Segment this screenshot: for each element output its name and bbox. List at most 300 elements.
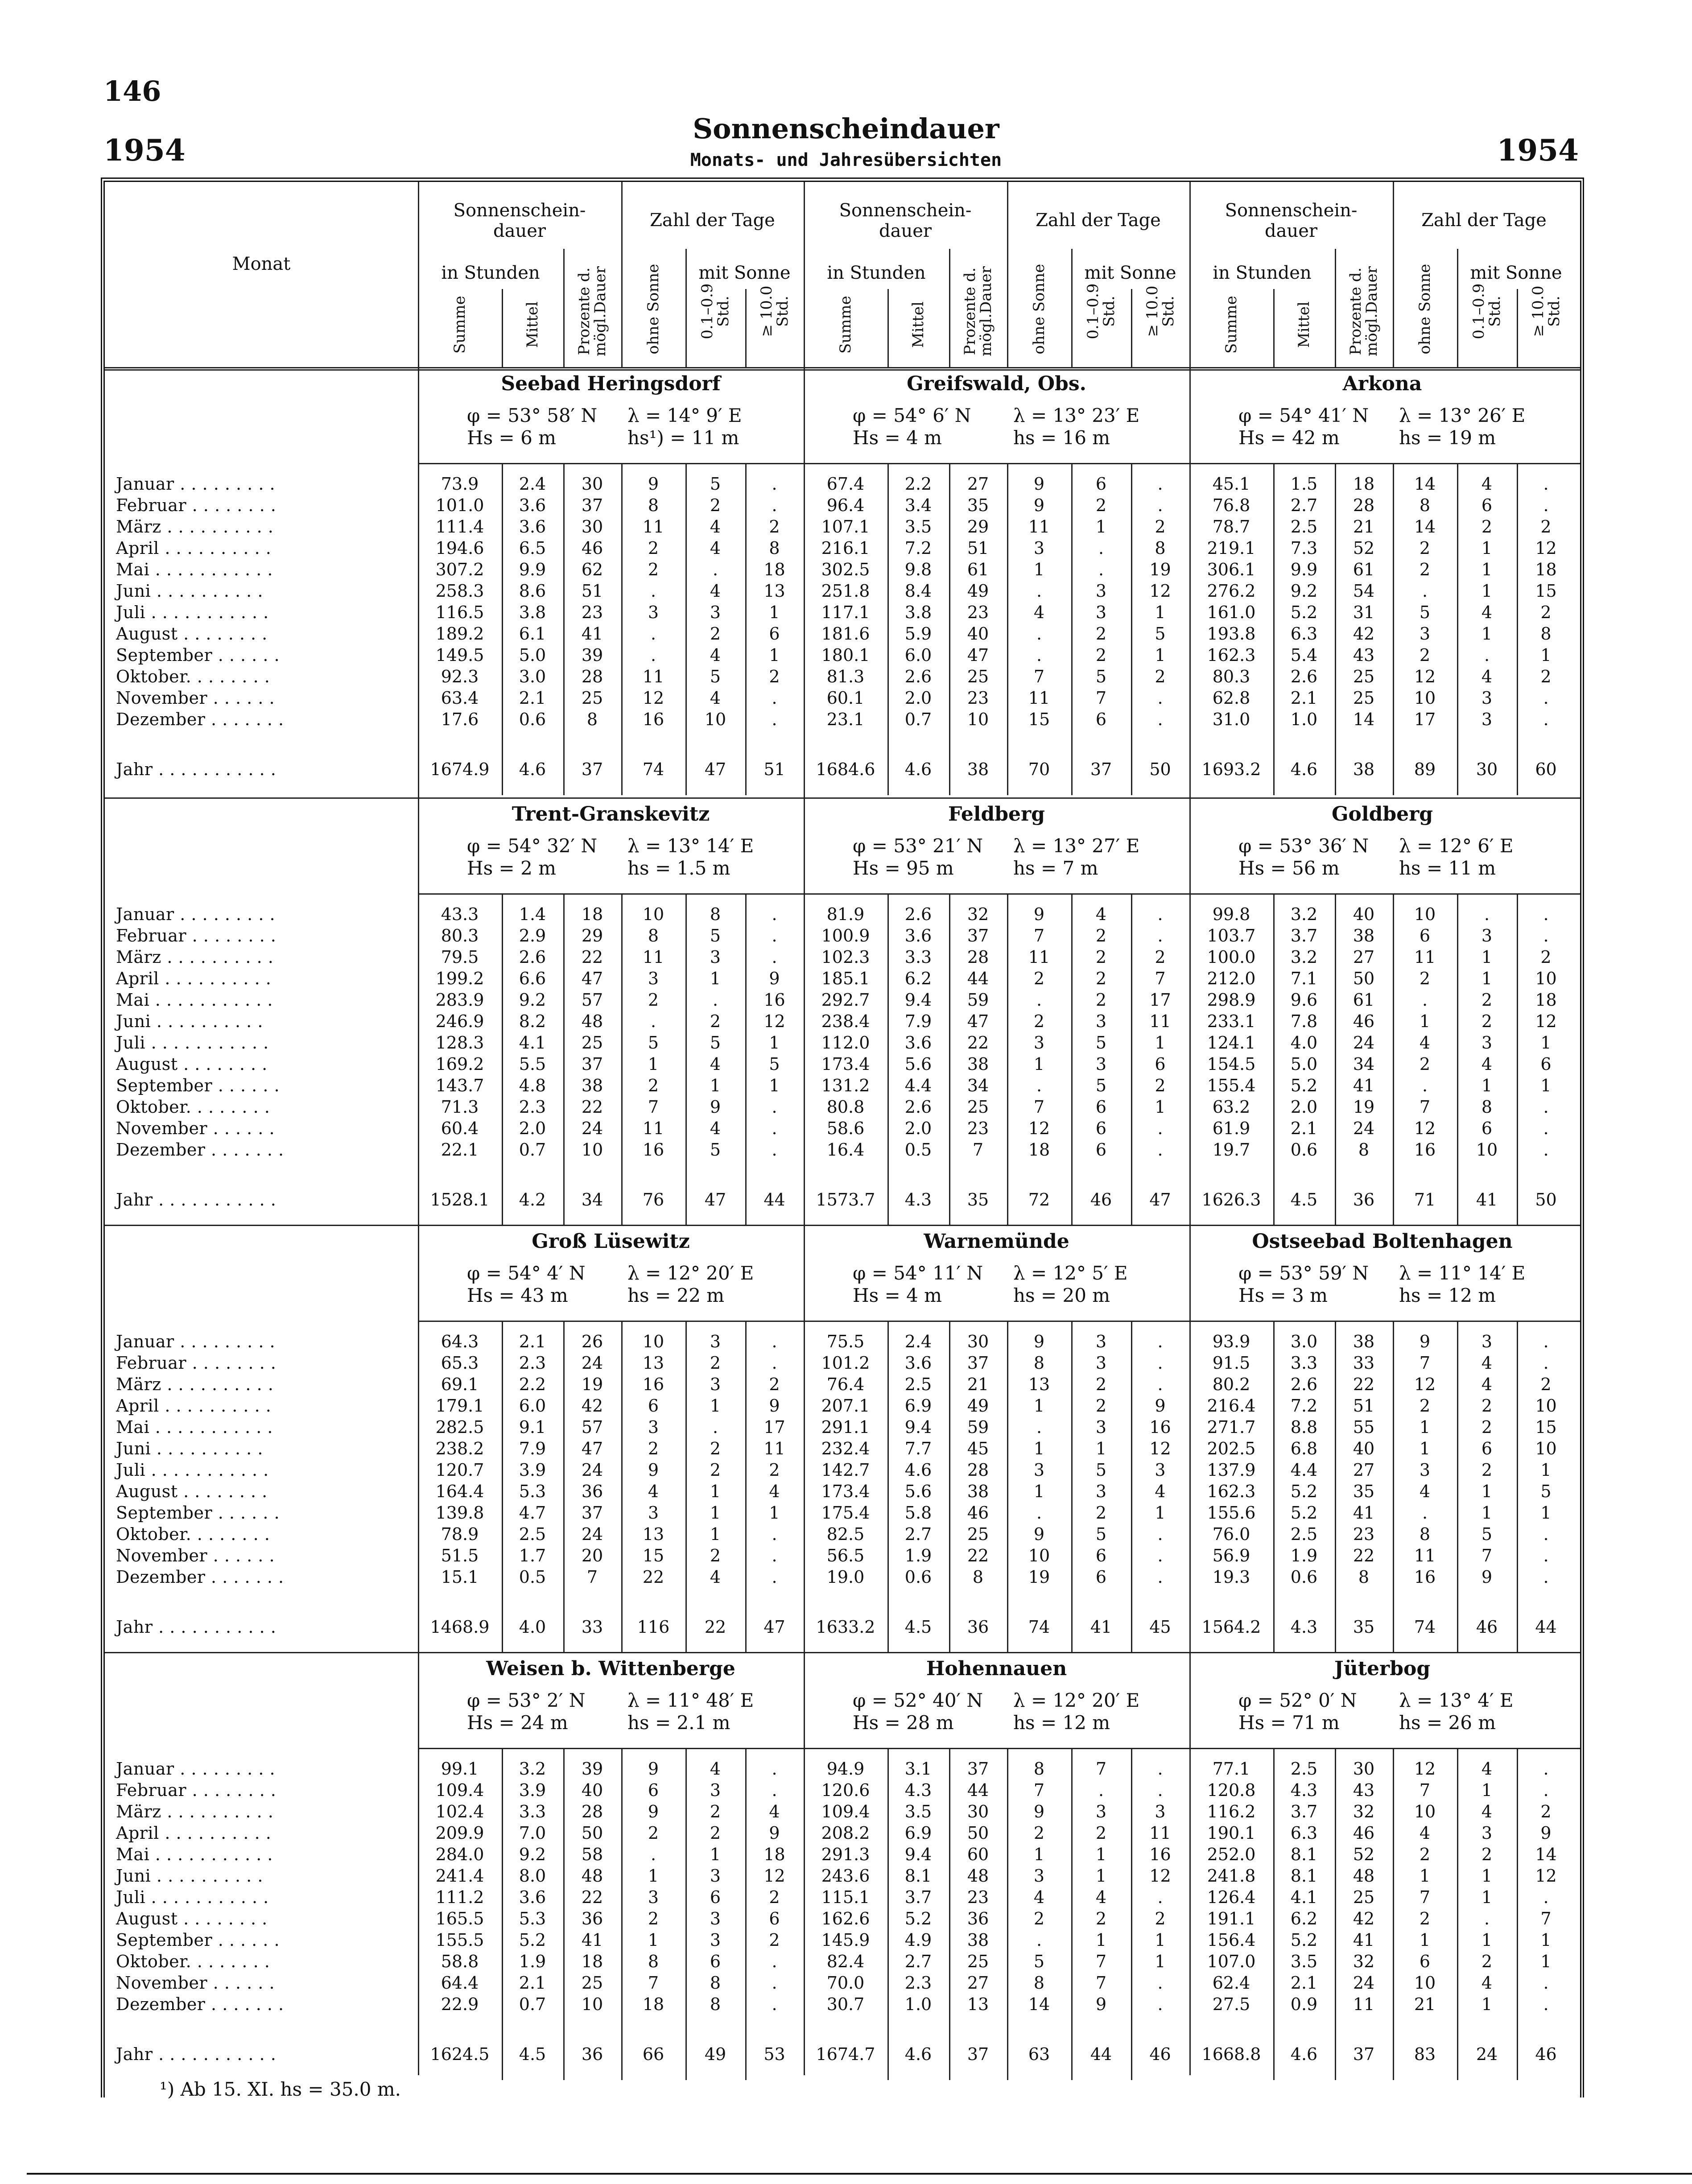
table-cell: 2.7 (1290, 495, 1318, 515)
table-cell: 2 (1155, 667, 1166, 686)
table-cell: 5 (1095, 1524, 1107, 1544)
table-cell: 5.2 (1290, 1930, 1318, 1950)
table-cell: 16 (642, 1140, 664, 1160)
table-cell: 4.6 (904, 1460, 932, 1480)
rotated-header: Std. (714, 296, 732, 327)
table-cell: 23 (581, 603, 603, 622)
table-cell: 99.8 (1212, 904, 1250, 924)
table-cell: 9 (769, 1823, 780, 1843)
table-cell: 76.8 (1212, 495, 1250, 515)
table-cell: 58.8 (441, 1952, 479, 1971)
table-cell: 1 (1419, 1866, 1431, 1886)
table-cell: 2 (1481, 990, 1493, 1010)
table-cell: 39 (581, 645, 603, 665)
table-cell: 50 (967, 1823, 989, 1843)
station-longitude: λ = 11° 48′ E (627, 1689, 754, 1711)
table-cell: 77.1 (1212, 1759, 1250, 1779)
table-cell: 9 (1155, 1396, 1166, 1416)
table-cell: 1.9 (1290, 1546, 1318, 1565)
table-cell: 1 (769, 1076, 780, 1095)
table-cell: 60.1 (826, 688, 865, 708)
table-cell: 8 (1481, 1097, 1493, 1117)
table-cell: 8.8 (1290, 1417, 1318, 1437)
table-cell: 23 (967, 603, 989, 622)
table-cell: 31.0 (1212, 710, 1250, 729)
year-total-cell: 74 (1414, 1617, 1436, 1637)
table-cell: 10 (642, 1332, 664, 1351)
table-cell: 9.6 (1290, 990, 1318, 1010)
table-cell: 233.1 (1207, 1011, 1256, 1031)
table-cell: 101.0 (435, 495, 484, 515)
table-cell: 17 (1414, 710, 1436, 729)
table-cell: 7 (1033, 667, 1045, 686)
table-cell: 28 (1353, 495, 1375, 515)
table-cell: 11 (642, 517, 664, 537)
year-total-cell: 1468.9 (430, 1617, 490, 1637)
table-cell: 6 (648, 1396, 659, 1416)
table-cell: . (1543, 926, 1549, 945)
month-label: Mai . . . . . . . . . . . (116, 990, 273, 1010)
table-cell: 18 (1353, 474, 1375, 494)
sunshine-header: Sonnenschein- (453, 200, 586, 221)
month-label: Mai . . . . . . . . . . . (116, 1417, 273, 1437)
year-total-cell: 36 (581, 2044, 603, 2064)
table-cell: . (712, 1417, 718, 1437)
table-cell: . (650, 1011, 656, 1031)
table-cell: . (1157, 1375, 1163, 1394)
days-header: Zahl der Tage (1421, 210, 1547, 231)
table-cell: 1 (1540, 1033, 1552, 1053)
rotated-header: Std. (773, 296, 792, 327)
table-cell: 8.6 (519, 581, 546, 601)
year-total-cell: 47 (1149, 1190, 1171, 1210)
table-cell: 1 (1481, 1076, 1493, 1095)
table-cell: 2.6 (904, 904, 932, 924)
table-cell: 23.1 (826, 710, 865, 729)
table-cell: 2 (710, 1823, 721, 1843)
table-cell: 1.9 (519, 1952, 546, 1971)
table-cell: 7 (1155, 969, 1166, 988)
table-cell: 1 (1155, 1503, 1166, 1523)
header-rule (1131, 289, 1132, 367)
table-cell: 30 (581, 474, 603, 494)
table-cell: 3 (1095, 1417, 1107, 1437)
table-cell: 1 (1033, 1396, 1045, 1416)
table-cell: 2 (710, 1802, 721, 1821)
table-cell: 10 (581, 1994, 603, 2014)
month-label: Dezember . . . . . . . (116, 1994, 284, 2014)
table-cell: 28 (581, 667, 603, 686)
year-total-cell: 4.0 (519, 1617, 546, 1637)
table-cell: 5.4 (1290, 645, 1318, 665)
table-cell: 2.2 (519, 1375, 546, 1394)
month-label: April . . . . . . . . . . (116, 1396, 272, 1416)
table-cell: 17.6 (441, 710, 479, 729)
table-cell: 2.7 (904, 1524, 932, 1544)
table-cell: 3 (1419, 624, 1431, 644)
table-cell: 38 (967, 1930, 989, 1950)
with-sun-header: mit Sonne (1084, 263, 1176, 283)
table-cell: 6 (1095, 1546, 1107, 1565)
table-cell: 10 (1535, 1396, 1557, 1416)
table-cell: 2 (1095, 1375, 1107, 1394)
station-latitude: φ = 54° 32′ N (467, 835, 598, 857)
table-cell: 11 (1149, 1011, 1171, 1031)
table-cell: 241.4 (435, 1866, 484, 1886)
year-total-cell: 46 (1149, 2044, 1171, 2064)
table-cell: 7 (1095, 1759, 1107, 1779)
table-cell: . (772, 1097, 777, 1117)
table-cell: 291.1 (821, 1417, 870, 1437)
table-cell: 22 (581, 947, 603, 967)
table-cell: 6 (1419, 1952, 1431, 1971)
table-cell: 2 (648, 1439, 659, 1458)
table-cell: 4 (1033, 603, 1045, 622)
table-cell: 11 (642, 667, 664, 686)
table-cell: 82.4 (826, 1952, 865, 1971)
table-cell: 32 (1353, 1952, 1375, 1971)
table-cell: . (772, 1332, 777, 1351)
rotated-header: Mittel (909, 301, 927, 348)
station-elevation: Hs = 2 m (467, 857, 556, 879)
table-cell: 2 (1095, 645, 1107, 665)
table-cell: 2 (710, 1353, 721, 1373)
table-cell: 19 (1353, 1097, 1375, 1117)
table-cell: 30 (1353, 1759, 1375, 1779)
table-cell: 11 (1028, 517, 1050, 537)
station-latitude: φ = 54° 11′ N (853, 1262, 983, 1284)
table-cell: 1 (1033, 560, 1045, 579)
table-cell: 9 (648, 1759, 659, 1779)
table-cell: 9.8 (904, 560, 932, 579)
table-cell: . (1036, 1076, 1042, 1095)
table-cell: 193.8 (1207, 624, 1256, 644)
table-cell: 3.0 (519, 667, 546, 686)
table-cell: . (1157, 904, 1163, 924)
table-cell: 4 (1419, 1823, 1431, 1843)
table-cell: 5 (1095, 1460, 1107, 1480)
table-cell: 8.0 (519, 1866, 546, 1886)
table-cell: 5 (1095, 1033, 1107, 1053)
table-cell: 94.9 (826, 1759, 865, 1779)
table-cell: 3 (1095, 1482, 1107, 1501)
table-cell: 7.3 (1290, 538, 1318, 558)
table-cell: 2 (710, 1011, 721, 1031)
table-cell: . (1543, 1119, 1549, 1138)
station-name: Hohennauen (926, 1657, 1067, 1680)
table-cell: 115.1 (821, 1887, 870, 1907)
table-cell: 3.6 (519, 517, 546, 537)
page-title: Sonnenscheindauer (693, 112, 999, 145)
header-rule (1457, 249, 1458, 367)
table-cell: 161.0 (1207, 603, 1256, 622)
table-cell: 6 (1095, 1119, 1107, 1138)
table-cell: 102.4 (435, 1802, 484, 1821)
table-cell: 11 (1414, 947, 1436, 967)
month-label: August . . . . . . . . (116, 1482, 268, 1501)
table-cell: 1 (710, 1396, 721, 1416)
table-cell: 145.9 (821, 1930, 870, 1950)
table-cell: 9 (769, 1396, 780, 1416)
table-cell: 33 (1353, 1353, 1375, 1373)
table-cell: 4.1 (1290, 1887, 1318, 1907)
table-cell: 16 (1149, 1845, 1171, 1864)
table-cell: 24 (581, 1119, 603, 1138)
table-cell: 11 (1414, 1546, 1436, 1565)
year-total-cell: 74 (642, 760, 664, 779)
table-cell: 0.7 (519, 1140, 546, 1160)
year-total-cell: 60 (1535, 760, 1557, 779)
table-cell: 71.3 (441, 1097, 479, 1117)
table-cell: 47 (581, 969, 603, 988)
table-cell: 9 (1033, 1332, 1045, 1351)
table-cell: 6.1 (519, 624, 546, 644)
table-cell: 2.1 (519, 688, 546, 708)
table-cell: . (1484, 1909, 1490, 1928)
table-cell: 162.3 (1207, 645, 1256, 665)
table-cell: 4 (1481, 1375, 1493, 1394)
table-cell: 6.2 (904, 969, 932, 988)
table-cell: 8 (1358, 1567, 1370, 1587)
sensor-height: hs = 16 m (1013, 427, 1110, 449)
table-cell: 2 (1095, 947, 1107, 967)
table-cell: 10 (581, 1140, 603, 1160)
table-cell: 173.4 (821, 1482, 870, 1501)
table-cell: 0.6 (904, 1567, 932, 1587)
table-cell: 25 (1353, 1887, 1375, 1907)
table-cell: 16 (763, 990, 785, 1010)
table-cell: 9 (648, 474, 659, 494)
month-label: Oktober. . . . . . . . (116, 1952, 270, 1971)
rotated-header: 0.1–0.9 (698, 283, 716, 339)
table-cell: 22 (581, 1097, 603, 1117)
table-cell: 9.2 (519, 990, 546, 1010)
table-cell: 6 (1095, 1567, 1107, 1587)
table-cell: 3 (648, 1417, 659, 1437)
year-total-cell: 70 (1028, 760, 1050, 779)
table-cell: 2 (1095, 1396, 1107, 1416)
table-cell: 7 (1095, 688, 1107, 708)
table-cell: 5 (710, 926, 721, 945)
table-cell: 302.5 (821, 560, 870, 579)
table-cell: 23 (967, 1119, 989, 1138)
table-cell: 4 (710, 1119, 721, 1138)
table-cell: 3 (710, 947, 721, 967)
table-cell: 243.6 (821, 1866, 870, 1886)
table-cell: 6 (1481, 495, 1493, 515)
table-cell: 2 (1419, 1396, 1431, 1416)
table-cell: 38 (967, 1482, 989, 1501)
year-total-cell: 74 (1028, 1617, 1050, 1637)
table-cell: 1 (1095, 1930, 1107, 1950)
table-cell: 155.5 (435, 1930, 484, 1950)
rotated-header: mögl.Dauer (591, 266, 609, 356)
table-cell: 126.4 (1207, 1887, 1256, 1907)
table-cell: 5 (769, 1054, 780, 1074)
table-cell: 38 (1353, 1332, 1375, 1351)
table-cell: 22.9 (441, 1994, 479, 2014)
table-cell: 13 (1028, 1375, 1050, 1394)
table-cell: 51 (967, 538, 989, 558)
table-cell: 2.9 (519, 926, 546, 945)
station-name: Goldberg (1331, 803, 1433, 826)
table-cell: 2.1 (1290, 1973, 1318, 1993)
year-total-cell: 4.6 (1290, 760, 1318, 779)
table-cell: 4.0 (1290, 1033, 1318, 1053)
table-cell: 3.6 (904, 926, 932, 945)
table-cell: 48 (967, 1866, 989, 1886)
table-cell: . (772, 947, 777, 967)
table-cell: 116.5 (435, 603, 484, 622)
table-cell: 0.9 (1290, 1994, 1318, 2014)
table-cell: 15 (642, 1546, 664, 1565)
station-elevation: Hs = 3 m (1238, 1284, 1328, 1306)
year-total-cell: 36 (1353, 1190, 1375, 1210)
month-label: April . . . . . . . . . . (116, 969, 272, 988)
table-cell: 1 (1540, 1460, 1552, 1480)
table-cell: 3 (1155, 1802, 1166, 1821)
table-cell: 165.5 (435, 1909, 484, 1928)
rotated-header: Mittel (1295, 301, 1313, 348)
year-total-cell: 30 (1476, 760, 1498, 779)
table-cell: 3.7 (1290, 926, 1318, 945)
table-cell: 2.6 (1290, 1375, 1318, 1394)
table-cell: 1 (1155, 645, 1166, 665)
table-cell: 7 (1481, 1546, 1493, 1565)
table-cell: 7.0 (519, 1823, 546, 1843)
year-right: 1954 (1497, 133, 1579, 168)
table-cell: 5.2 (519, 1930, 546, 1950)
table-cell: 12 (1414, 1375, 1436, 1394)
table-cell: 2.7 (904, 1952, 932, 1971)
station-longitude: λ = 12° 6′ E (1399, 835, 1514, 857)
table-cell: 1 (1481, 1482, 1493, 1501)
table-cell: 5 (1540, 1482, 1552, 1501)
station-header-rule (418, 1748, 1580, 1749)
table-cell: 28 (967, 1460, 989, 1480)
table-cell: 7.2 (904, 538, 932, 558)
table-cell: 3.4 (904, 495, 932, 515)
table-cell: 3 (1033, 1866, 1045, 1886)
year-total-cell: 76 (642, 1190, 664, 1210)
table-cell: . (1543, 1567, 1549, 1587)
month-label: Dezember . . . . . . . (116, 710, 284, 729)
days-header: Zahl der Tage (1036, 210, 1161, 231)
table-cell: 18 (581, 1952, 603, 1971)
page-number: 146 (103, 75, 161, 107)
table-cell: 2 (648, 1909, 659, 1928)
table-cell: 11 (1149, 1823, 1171, 1843)
year-total-cell: 53 (763, 2044, 785, 2064)
table-cell: 1 (1419, 1417, 1431, 1437)
table-cell: 8 (972, 1567, 984, 1587)
table-cell: . (772, 926, 777, 945)
table-cell: 124.1 (1207, 1033, 1256, 1053)
table-cell: . (1543, 1546, 1549, 1565)
table-cell: 61.9 (1212, 1119, 1250, 1138)
sensor-height: hs = 11 m (1399, 857, 1496, 879)
table-cell: 2 (1419, 645, 1431, 665)
year-total-cell: 1564.2 (1201, 1617, 1261, 1637)
table-cell: 2 (1095, 624, 1107, 644)
table-cell: 9.2 (1290, 581, 1318, 601)
table-cell: 1 (648, 1930, 659, 1950)
sensor-height: hs = 12 m (1399, 1284, 1496, 1306)
table-cell: 8 (1155, 538, 1166, 558)
table-cell: 6 (1155, 1054, 1166, 1074)
table-cell: 22 (642, 1567, 664, 1587)
table-cell: 2 (1540, 1802, 1552, 1821)
table-cell: 24 (1353, 1119, 1375, 1138)
table-cell: 62.8 (1212, 688, 1250, 708)
header-rule (887, 289, 889, 367)
table-cell: 2.3 (519, 1097, 546, 1117)
table-cell: 76.0 (1212, 1524, 1250, 1544)
table-cell: 283.9 (435, 990, 484, 1010)
table-cell: 3 (1481, 688, 1493, 708)
year-total-cell: 1668.8 (1201, 2044, 1261, 2064)
table-cell: 22 (1353, 1546, 1375, 1565)
table-cell: 46 (1353, 1823, 1375, 1843)
rotated-header: Prozente d. (961, 267, 979, 355)
table-cell: 25 (1353, 667, 1375, 686)
table-cell: . (1157, 1780, 1163, 1800)
table-cell: 9 (648, 1802, 659, 1821)
table-cell: 5.8 (904, 1503, 932, 1523)
month-label: Juli . . . . . . . . . . . (116, 603, 269, 622)
table-cell: 27 (967, 1973, 989, 1993)
table-cell: 1 (1033, 1054, 1045, 1074)
table-cell: . (772, 1973, 777, 1993)
table-cell: 1 (1540, 1930, 1552, 1950)
table-cell: 2 (1033, 1011, 1045, 1031)
table-cell: 7.8 (1290, 1011, 1318, 1031)
table-cell: 2 (1419, 1909, 1431, 1928)
table-cell: 2.3 (519, 1353, 546, 1373)
table-cell: 14 (1414, 474, 1436, 494)
table-cell: 2.6 (1290, 667, 1318, 686)
table-cell: 143.7 (435, 1076, 484, 1095)
table-cell: 7 (1419, 1887, 1431, 1907)
table-cell: 1 (769, 1033, 780, 1053)
table-cell: . (650, 645, 656, 665)
table-cell: 7 (586, 1567, 598, 1587)
table-cell: 7 (1033, 1097, 1045, 1117)
station-elevation: Hs = 71 m (1238, 1712, 1340, 1734)
table-cell: 11 (1028, 688, 1050, 708)
table-cell: 276.2 (1207, 581, 1256, 601)
year-total-cell: 47 (704, 760, 726, 779)
table-cell: 60.4 (441, 1119, 479, 1138)
table-cell: 216.1 (821, 538, 870, 558)
table-cell: 109.4 (435, 1780, 484, 1800)
table-cell: 76.4 (826, 1375, 865, 1394)
table-cell: 8 (710, 1973, 721, 1993)
rotated-header: ≥ 10.0 (1529, 285, 1547, 337)
table-cell: 2 (769, 1460, 780, 1480)
table-cell: 3.6 (519, 495, 546, 515)
station-latitude: φ = 54° 6′ N (853, 405, 971, 426)
table-cell: 25 (581, 688, 603, 708)
table-cell: 3 (1095, 1353, 1107, 1373)
year-total-cell: 24 (1476, 2044, 1498, 2064)
table-cell: . (1157, 1759, 1163, 1779)
table-cell: . (1543, 1353, 1549, 1373)
table-cell: 2 (769, 1930, 780, 1950)
table-cell: 23 (1353, 1524, 1375, 1544)
station-latitude: φ = 52° 0′ N (1238, 1689, 1357, 1711)
table-cell: 3.8 (904, 603, 932, 622)
